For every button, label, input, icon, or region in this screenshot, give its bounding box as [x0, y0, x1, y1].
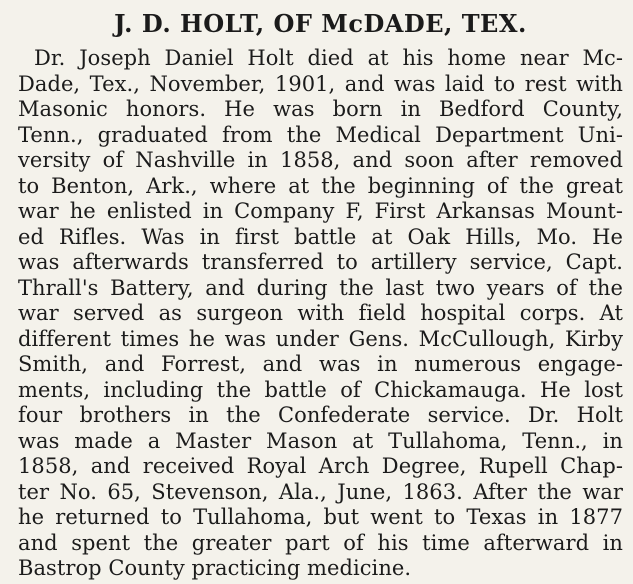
- body-line: Dade, Tex., November, 1901, and was laid to rest with: [18, 71, 623, 96]
- body-line: and spent the greater part of his time afterward in: [18, 530, 623, 555]
- body-line: ed Rifles. Was in first battle at Oak Hills, Mo. He: [18, 224, 623, 249]
- body-line: different times he was under Gens. McCullough, Kirby: [18, 326, 623, 351]
- body-line: to Benton, Ark., where at the beginning of the great: [18, 173, 623, 198]
- body-line: war he enlisted in Company F, First Arkansas Mount-: [18, 199, 623, 223]
- body-line: Bastrop County practicing medicine.: [18, 556, 412, 580]
- body-line: he returned to Tullahoma, but went to Texas in 1877: [18, 505, 623, 529]
- body-line: ments, including the battle of Chickamauga. He lost: [18, 377, 623, 402]
- article-title: J. D. HOLT, OF McDADE, TEX.: [114, 9, 527, 38]
- body-line: war served as surgeon with field hospital corps. At: [18, 301, 623, 325]
- body-line: was afterwards transferred to artillery service, Capt.: [18, 250, 623, 274]
- body-line: Dr. Joseph Daniel Holt died at his home near Mc-: [34, 46, 623, 70]
- body-line: ter No. 65, Stevenson, Ala., June, 1863. After the war: [18, 479, 623, 504]
- body-line: Tenn., graduated from the Medical Department Uni-: [18, 122, 623, 147]
- body-line: 1858, and received Royal Arch Degree, Rupell Chap-: [18, 454, 623, 478]
- body-line: Smith, and Forrest, and was in numerous engage-: [18, 352, 623, 376]
- body-line: four brothers in the Confederate service. Dr. Holt: [18, 403, 623, 427]
- body-line: versity of Nashville in 1858, and soon after removed: [18, 148, 623, 172]
- body-line: Thrall's Battery, and during the last two years of the: [18, 275, 623, 300]
- body-line: was made a Master Mason at Tullahoma, Tenn., in: [18, 428, 623, 453]
- body-line: Masonic honors. He was born in Bedford County,: [18, 97, 623, 121]
- article-body: [18, 46, 623, 582]
